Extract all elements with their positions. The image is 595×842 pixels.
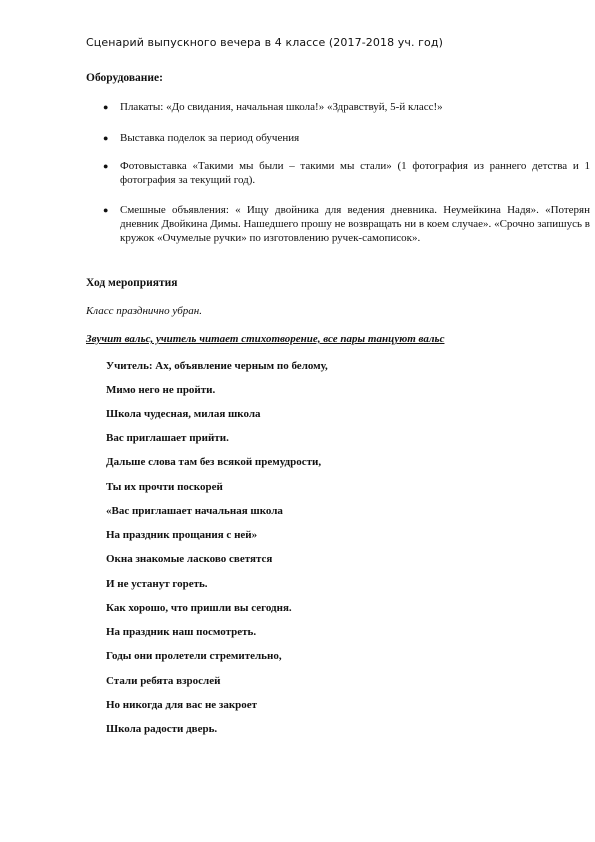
- event-note: Класс празднично убран.: [86, 305, 202, 317]
- poem-line: Мимо него не пройти.: [106, 384, 216, 396]
- poem-line: Вас приглашает прийти.: [106, 432, 229, 444]
- stage-direction: Звучит вальс, учитель читает стихотворение, все пары танцуют вальс: [86, 333, 445, 345]
- poem-line: Стали ребята взрослей: [106, 675, 221, 687]
- event-heading: Ход мероприятия: [86, 277, 178, 289]
- bullet-icon: ●: [103, 161, 109, 171]
- equipment-heading: Оборудование:: [86, 72, 163, 84]
- poem-line: Школа чудесная, милая школа: [106, 408, 261, 420]
- poem-line: На праздник наш посмотреть.: [106, 626, 257, 638]
- list-item: [86, 203, 590, 245]
- poem-line: И не устанут гореть.: [106, 578, 208, 590]
- bullet-icon: ●: [103, 205, 109, 215]
- poem-line: Окна знакомые ласково светятся: [106, 553, 273, 565]
- list-item-text: Фотовыставка «Такими мы были – такими мы стали» (1 фотография из раннего детства и 1 фотография за текущий год).: [120, 160, 590, 186]
- poem-line: «Вас приглашает начальная школа: [106, 505, 283, 517]
- poem-line: На праздник прощания с ней»: [106, 529, 258, 541]
- list-item-text: Плакаты: «До свидания, начальная школа!» «Здравствуй, 5-й класс!»: [120, 101, 443, 113]
- bullet-icon: ●: [103, 102, 109, 112]
- list-item: [86, 100, 590, 114]
- bullet-icon: ●: [103, 133, 109, 143]
- poem-line: Как хорошо, что пришли вы сегодня.: [106, 602, 292, 614]
- list-item-text: Смешные объявления: « Ищу двойника для ведения дневника. Неумейкина Надя». «Потерян дневник Двойкина Димы. Нашедшего прошу не возвращать ни в коем случае». «Срочно запишусь в кружок «Очумелые ручки» по изготовлению ручек-самописок».: [120, 204, 590, 244]
- list-item-text: Выставка поделок за период обучения: [120, 132, 300, 144]
- poem-line: Годы они пролетели стремительно,: [106, 650, 282, 662]
- list-item: [86, 131, 590, 145]
- poem-line: Ты их прочти поскорей: [106, 481, 223, 493]
- poem-line: Школа радости дверь.: [106, 723, 218, 735]
- poem-line: Учитель: Ах, объявление черным по белому,: [106, 360, 328, 372]
- list-item: [86, 159, 590, 187]
- poem-line: Дальше слова там без всякой премудрости,: [106, 456, 322, 468]
- poem-line: Но никогда для вас не закроет: [106, 699, 258, 711]
- page-header: Сценарий выпускного вечера в 4 классе (2017-2018 уч. год): [86, 36, 443, 49]
